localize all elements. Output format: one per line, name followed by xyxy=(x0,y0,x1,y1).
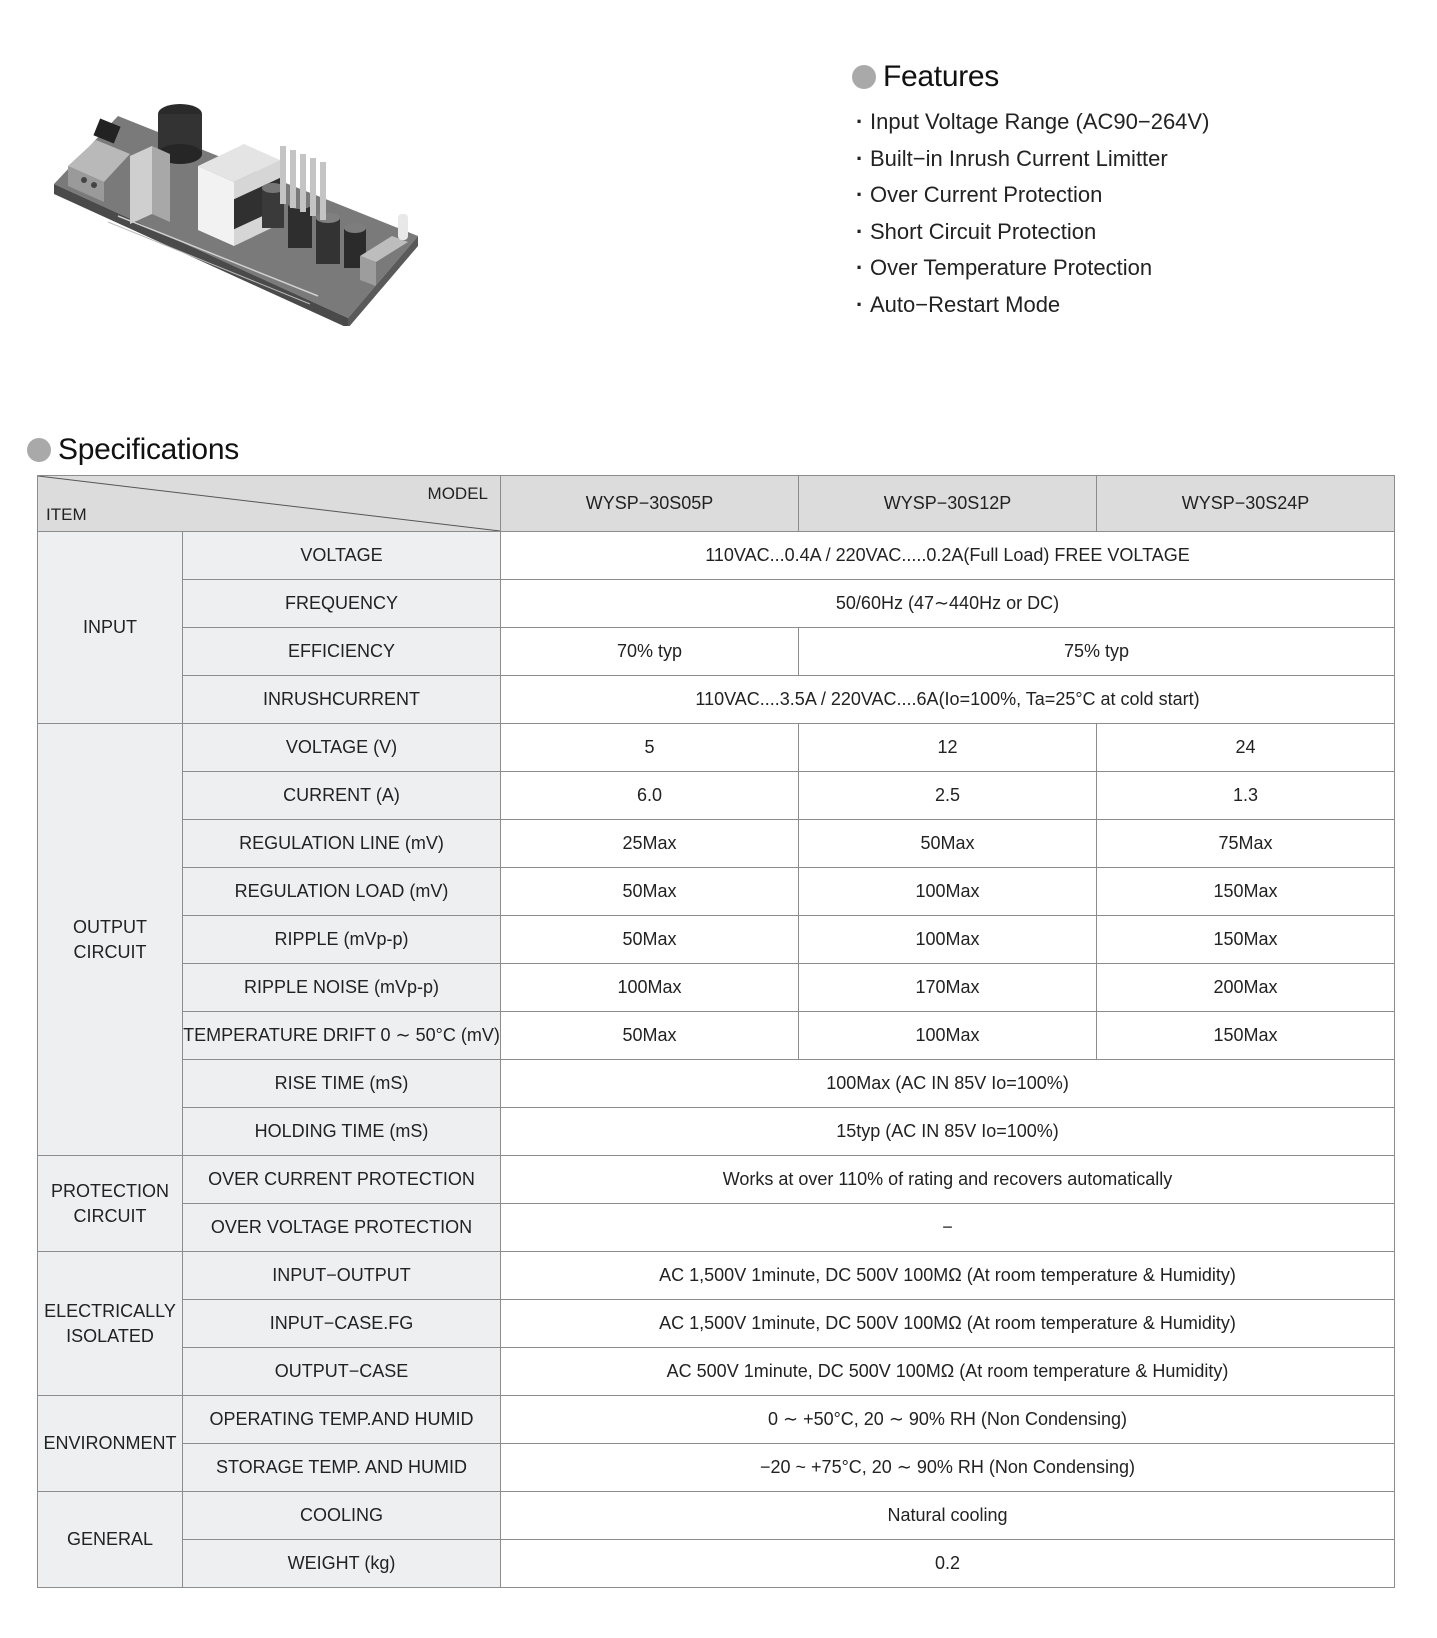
group-output-circuit: OUTPUT CIRCUIT xyxy=(38,724,183,1156)
item-cell: VOLTAGE (V) xyxy=(183,724,501,772)
item-cell: EFFICIENCY xyxy=(183,628,501,676)
value-cell: 150Max xyxy=(1097,868,1395,916)
value-cell: AC 500V 1minute, DC 500V 100MΩ (At room temperature & Humidity) xyxy=(501,1348,1395,1396)
table-row xyxy=(38,916,1395,964)
value-cell: 75Max xyxy=(1097,820,1395,868)
value-cell: 50/60Hz (47∼440Hz or DC) xyxy=(501,580,1395,628)
item-cell: RISE TIME (mS) xyxy=(183,1060,501,1108)
table-header-row xyxy=(38,476,1395,532)
specifications-heading xyxy=(27,433,239,467)
item-cell: HOLDING TIME (mS) xyxy=(183,1108,501,1156)
value-cell: 100Max xyxy=(501,964,799,1012)
value-cell: AC 1,500V 1minute, DC 500V 100MΩ (At room temperature & Humidity) xyxy=(501,1300,1395,1348)
item-cell: INPUT−CASE.FG xyxy=(183,1300,501,1348)
item-cell: RIPPLE NOISE (mVp-p) xyxy=(183,964,501,1012)
value-cell: 150Max xyxy=(1097,916,1395,964)
table-row xyxy=(38,1204,1395,1252)
group-protection-circuit: PROTECTION CIRCUIT xyxy=(38,1156,183,1252)
feature-item: · Input Voltage Range (AC90−264V) xyxy=(852,104,1412,141)
value-cell: Natural cooling xyxy=(501,1492,1395,1540)
item-cell: STORAGE TEMP. AND HUMID xyxy=(183,1444,501,1492)
table-row xyxy=(38,1444,1395,1492)
item-cell: INRUSHCURRENT xyxy=(183,676,501,724)
item-cell: OVER CURRENT PROTECTION xyxy=(183,1156,501,1204)
value-cell: 5 xyxy=(501,724,799,772)
table-row xyxy=(38,1492,1395,1540)
value-cell: 6.0 xyxy=(501,772,799,820)
item-cell: CURRENT (A) xyxy=(183,772,501,820)
item-cell: OVER VOLTAGE PROTECTION xyxy=(183,1204,501,1252)
item-cell: REGULATION LOAD (mV) xyxy=(183,868,501,916)
item-cell: TEMPERATURE DRIFT 0 ∼ 50°C (mV) xyxy=(183,1012,501,1060)
group-general: GENERAL xyxy=(38,1492,183,1588)
value-cell: 170Max xyxy=(799,964,1097,1012)
features-title: Features xyxy=(883,60,999,93)
value-cell: 50Max xyxy=(501,1012,799,1060)
value-cell: 150Max xyxy=(1097,1012,1395,1060)
feature-item: · Short Circuit Protection xyxy=(852,214,1412,251)
feature-item: · Over Temperature Protection xyxy=(852,250,1412,287)
value-cell: 100Max xyxy=(799,916,1097,964)
value-cell: 200Max xyxy=(1097,964,1395,1012)
table-row xyxy=(38,1108,1395,1156)
feature-item: · Auto−Restart Mode xyxy=(852,287,1412,324)
value-cell: 50Max xyxy=(501,916,799,964)
table-row xyxy=(38,1396,1395,1444)
item-cell: COOLING xyxy=(183,1492,501,1540)
group-input: INPUT xyxy=(38,532,183,724)
table-row xyxy=(38,868,1395,916)
value-cell: 50Max xyxy=(501,868,799,916)
model-header: WYSP−30S24P xyxy=(1097,476,1395,532)
model-header: WYSP−30S12P xyxy=(799,476,1097,532)
value-cell: 25Max xyxy=(501,820,799,868)
table-row xyxy=(38,964,1395,1012)
table-row xyxy=(38,1012,1395,1060)
model-item-corner-cell xyxy=(38,476,501,532)
value-cell: 50Max xyxy=(799,820,1097,868)
value-cell: 110VAC....3.5A / 220VAC....6A(Io=100%, Ta=25°C at cold start) xyxy=(501,676,1395,724)
circle-bullet-icon xyxy=(27,438,51,462)
product-photo xyxy=(48,96,438,326)
value-cell: 100Max xyxy=(799,1012,1097,1060)
table-row xyxy=(38,820,1395,868)
value-cell: 24 xyxy=(1097,724,1395,772)
value-cell: Works at over 110% of rating and recovers automatically xyxy=(501,1156,1395,1204)
features-section xyxy=(852,60,1412,323)
value-cell: 1.3 xyxy=(1097,772,1395,820)
item-cell: INPUT−OUTPUT xyxy=(183,1252,501,1300)
value-cell: 0 ∼ +50°C, 20 ∼ 90% RH (Non Condensing) xyxy=(501,1396,1395,1444)
value-cell: 100Max (AC IN 85V Io=100%) xyxy=(501,1060,1395,1108)
value-cell: 2.5 xyxy=(799,772,1097,820)
circle-bullet-icon xyxy=(852,65,876,89)
table-row xyxy=(38,772,1395,820)
table-row xyxy=(38,1156,1395,1204)
item-cell: RIPPLE (mVp-p) xyxy=(183,916,501,964)
specifications-table xyxy=(37,475,1395,1588)
item-cell: REGULATION LINE (mV) xyxy=(183,820,501,868)
table-row xyxy=(38,1300,1395,1348)
value-cell: 110VAC...0.4A / 220VAC.....0.2A(Full Load) FREE VOLTAGE xyxy=(501,532,1395,580)
feature-item: · Built−in Inrush Current Limitter xyxy=(852,141,1412,178)
value-cell: − xyxy=(501,1204,1395,1252)
item-cell: FREQUENCY xyxy=(183,580,501,628)
value-cell: 100Max xyxy=(799,868,1097,916)
value-cell: 12 xyxy=(799,724,1097,772)
table-row xyxy=(38,580,1395,628)
feature-item: · Over Current Protection xyxy=(852,177,1412,214)
value-cell: AC 1,500V 1minute, DC 500V 100MΩ (At room temperature & Humidity) xyxy=(501,1252,1395,1300)
table-row xyxy=(38,628,1395,676)
item-cell: WEIGHT (kg) xyxy=(183,1540,501,1588)
value-cell: 70% typ xyxy=(501,628,799,676)
group-electrically-isolated: ELECTRICALLY ISOLATED xyxy=(38,1252,183,1396)
table-row xyxy=(38,1348,1395,1396)
table-row xyxy=(38,724,1395,772)
table-row xyxy=(38,532,1395,580)
specifications-title: Specifications xyxy=(58,433,239,466)
model-label: MODEL xyxy=(427,484,488,503)
table-row xyxy=(38,1540,1395,1588)
value-cell: −20 ~ +75°C, 20 ∼ 90% RH (Non Condensing) xyxy=(501,1444,1395,1492)
item-cell: VOLTAGE xyxy=(183,532,501,580)
item-cell: OUTPUT−CASE xyxy=(183,1348,501,1396)
table-row xyxy=(38,1060,1395,1108)
item-label: ITEM xyxy=(46,505,87,524)
item-cell: OPERATING TEMP.AND HUMID xyxy=(183,1396,501,1444)
table-row xyxy=(38,676,1395,724)
value-cell: 0.2 xyxy=(501,1540,1395,1588)
features-list xyxy=(852,104,1412,323)
group-environment: ENVIRONMENT xyxy=(38,1396,183,1492)
features-heading xyxy=(852,60,1412,94)
model-header: WYSP−30S05P xyxy=(501,476,799,532)
table-row xyxy=(38,1252,1395,1300)
value-cell: 75% typ xyxy=(799,628,1395,676)
value-cell: 15typ (AC IN 85V Io=100%) xyxy=(501,1108,1395,1156)
